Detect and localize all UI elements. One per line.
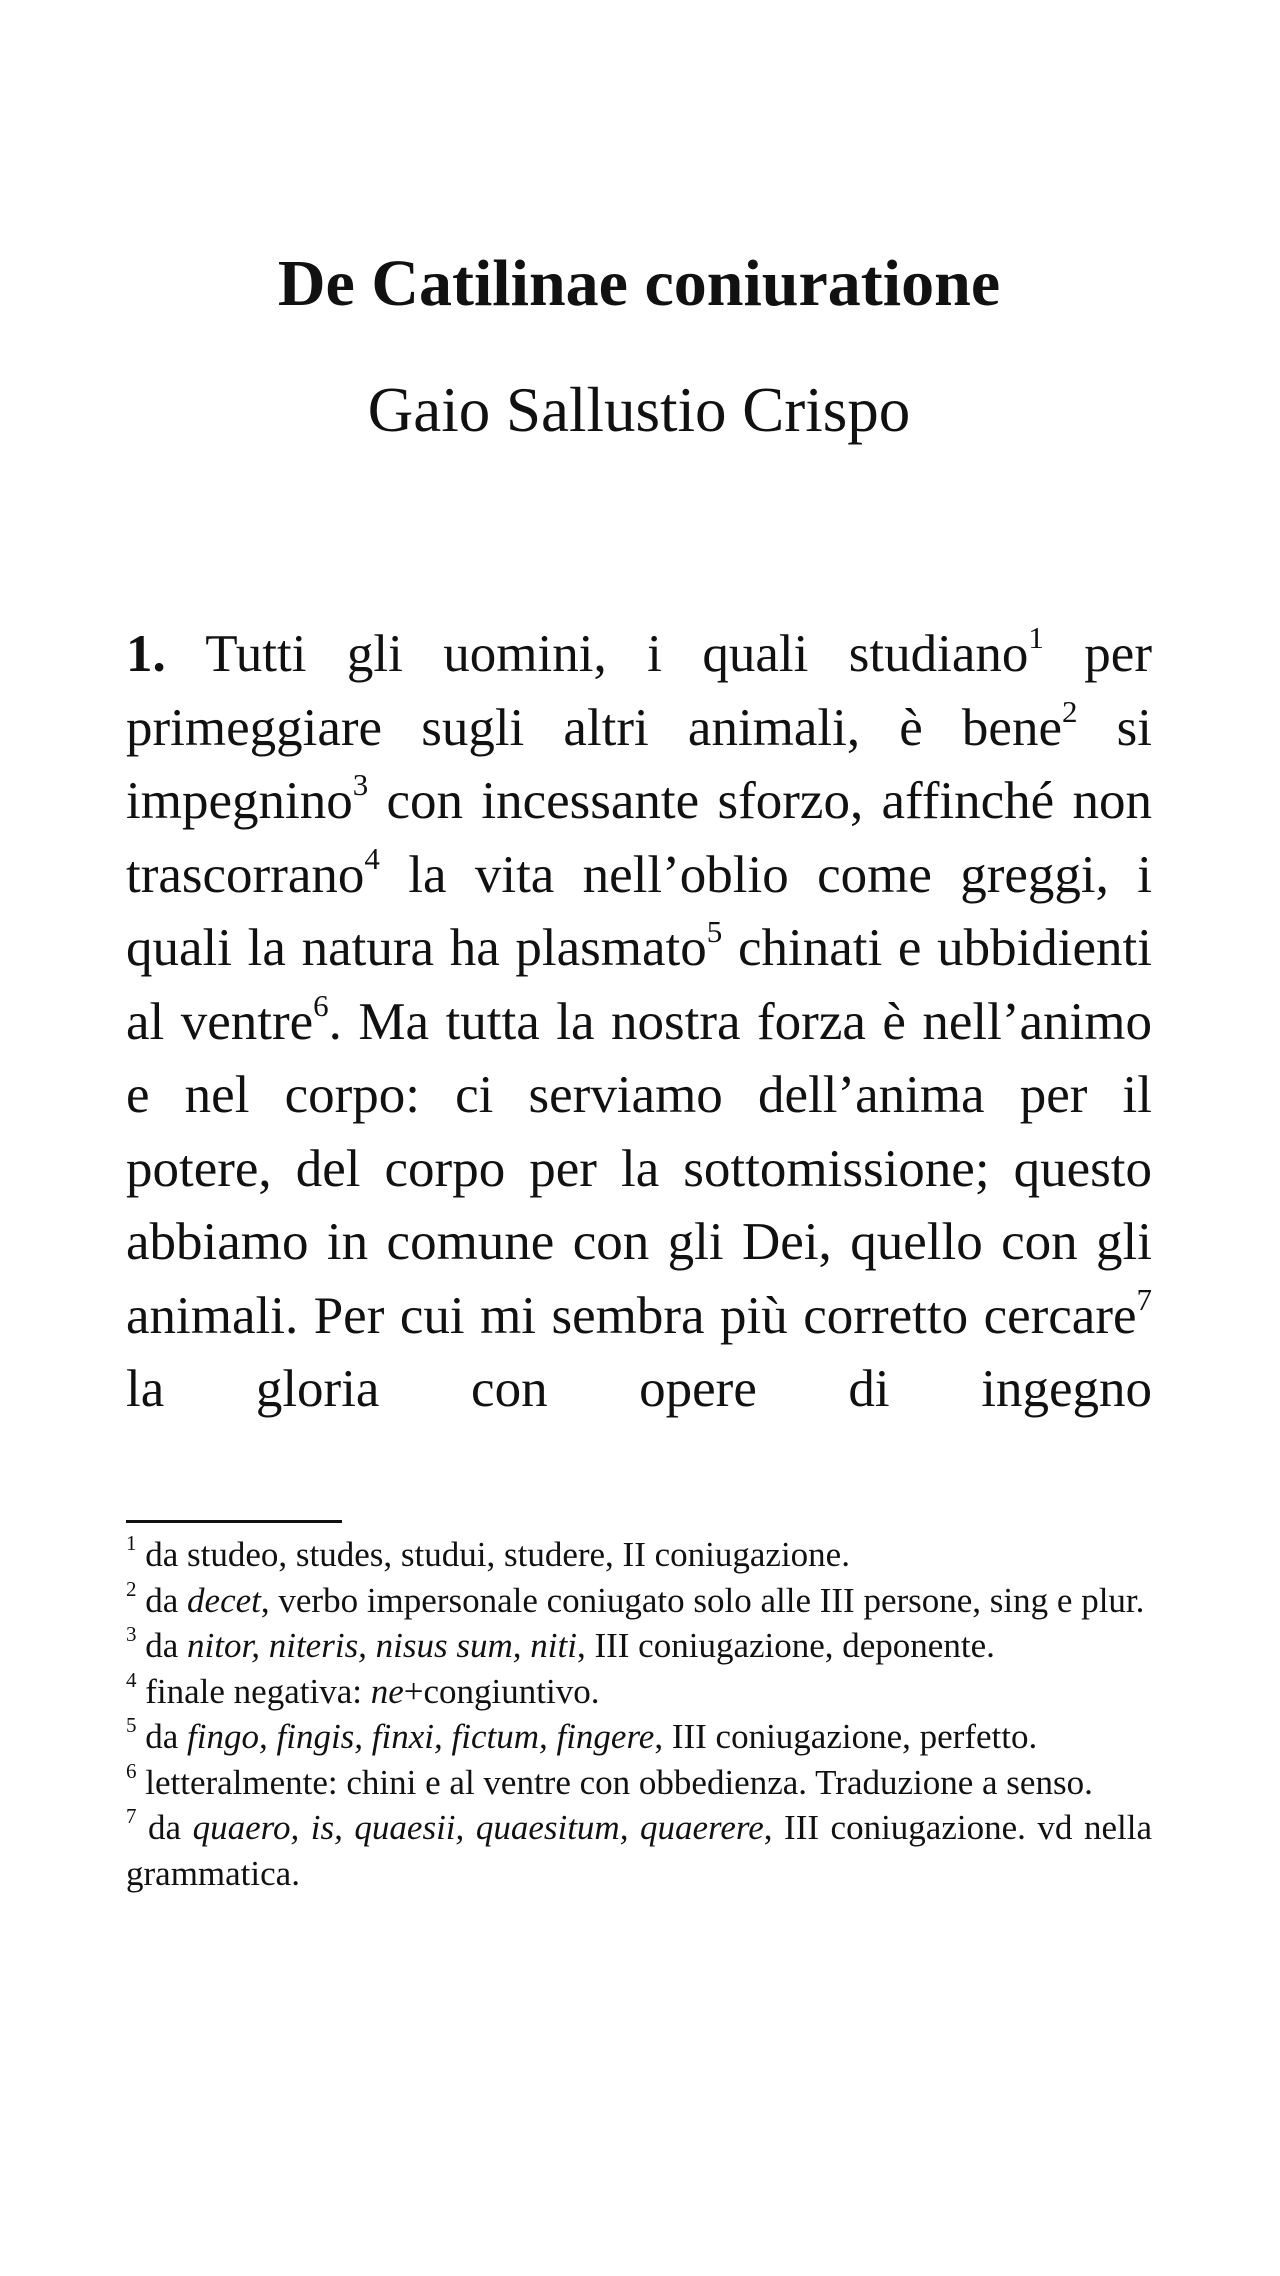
footnote-text: da	[148, 1808, 193, 1847]
footnote-text: , III coniugazione, perfetto.	[654, 1717, 1038, 1756]
paragraph-text: si impegnino	[126, 698, 1152, 830]
paragraph-text: con incessante sforzo, affinché non trascorrano	[126, 772, 1152, 904]
footnote-reference: 4	[364, 840, 380, 876]
footnote-text: +congiuntivo.	[403, 1671, 600, 1711]
italic-term: quaero, is, quaesii, quaesitum, quaerere	[192, 1808, 764, 1847]
chapter-paragraph	[126, 618, 1152, 1418]
paragraph-text: . Ma tutta la nostra forza è nell’animo e nel corpo: ci serviamo dell’anima per il potere, del corpo per la sottomissione; questo abbiamo in comune con gli Dei, quello con gli animali. Per cui mi sembra più corretto cercare	[126, 992, 1152, 1345]
footnote-3	[126, 1623, 1152, 1669]
footnote-text: , III coniugazione. vd nella grammatica.	[126, 1808, 1152, 1893]
footnote-text: , III coniugazione, deponente.	[576, 1626, 995, 1665]
footnote-4	[126, 1669, 1152, 1715]
footnote-2	[126, 1578, 1152, 1624]
footnote-text: da	[145, 1580, 188, 1620]
footnote-text: letteralmente: chini e al ventre con obbedienza. Traduzione a senso.	[145, 1762, 1093, 1802]
footnote-text: da	[145, 1626, 188, 1665]
paragraph-text: per primeggiare sugli altri animali, è bene	[126, 625, 1152, 757]
footnote-number: 6	[126, 1758, 137, 1783]
footnote-reference: 7	[1136, 1281, 1152, 1317]
footnote-5	[126, 1714, 1152, 1760]
footnotes	[126, 1532, 1152, 1896]
paragraph-text: chinati e ubbidienti al ventre	[126, 919, 1152, 1051]
footnote-separator	[126, 1520, 342, 1523]
footnote-6	[126, 1760, 1152, 1806]
chapter-text	[126, 620, 1152, 1418]
paragraph-text: Tutti gli uomini, i quali studiano	[165, 625, 1029, 683]
footnote-reference: 1	[1028, 620, 1044, 656]
footnote-text: da	[145, 1717, 188, 1756]
footnote-number: 5	[126, 1713, 137, 1738]
footnote-1	[126, 1532, 1152, 1578]
italic-term: decet	[187, 1580, 261, 1620]
footnote-number: 7	[126, 1804, 137, 1829]
footnote-text: da studeo, studes, studui, studere, II coniugazione.	[145, 1535, 850, 1574]
footnote-7	[126, 1805, 1152, 1896]
footnote-number: 2	[126, 1576, 137, 1601]
footnote-reference: 3	[352, 767, 369, 803]
footnote-text: finale negativa:	[145, 1671, 371, 1711]
footnote-reference: 5	[706, 914, 723, 950]
chapter-number: 1.	[126, 625, 166, 683]
footnote-reference: 6	[313, 987, 329, 1023]
footnote-number: 4	[126, 1667, 137, 1692]
footnote-reference: 2	[1061, 693, 1078, 729]
italic-term: fingo, fingis, finxi, fictum, fingere	[187, 1717, 655, 1756]
italic-term: ne	[370, 1671, 404, 1711]
footnote-text: , verbo impersonale coniugato solo alle III persone, sing e plur.	[260, 1580, 1145, 1620]
paragraph-text: la gloria con opere di ingegno	[126, 1360, 1152, 1418]
footnote-number: 1	[126, 1531, 137, 1556]
paragraph-text: la vita nell’oblio come greggi, i quali la natura ha plasmato	[126, 845, 1152, 977]
document-author: Gaio Sallustio Crispo	[367, 375, 911, 445]
italic-term: nitor, niteris, nisus sum, niti	[187, 1626, 577, 1665]
document-title: De Catilinae coniuratione	[277, 247, 1001, 320]
footnote-number: 3	[126, 1622, 137, 1647]
